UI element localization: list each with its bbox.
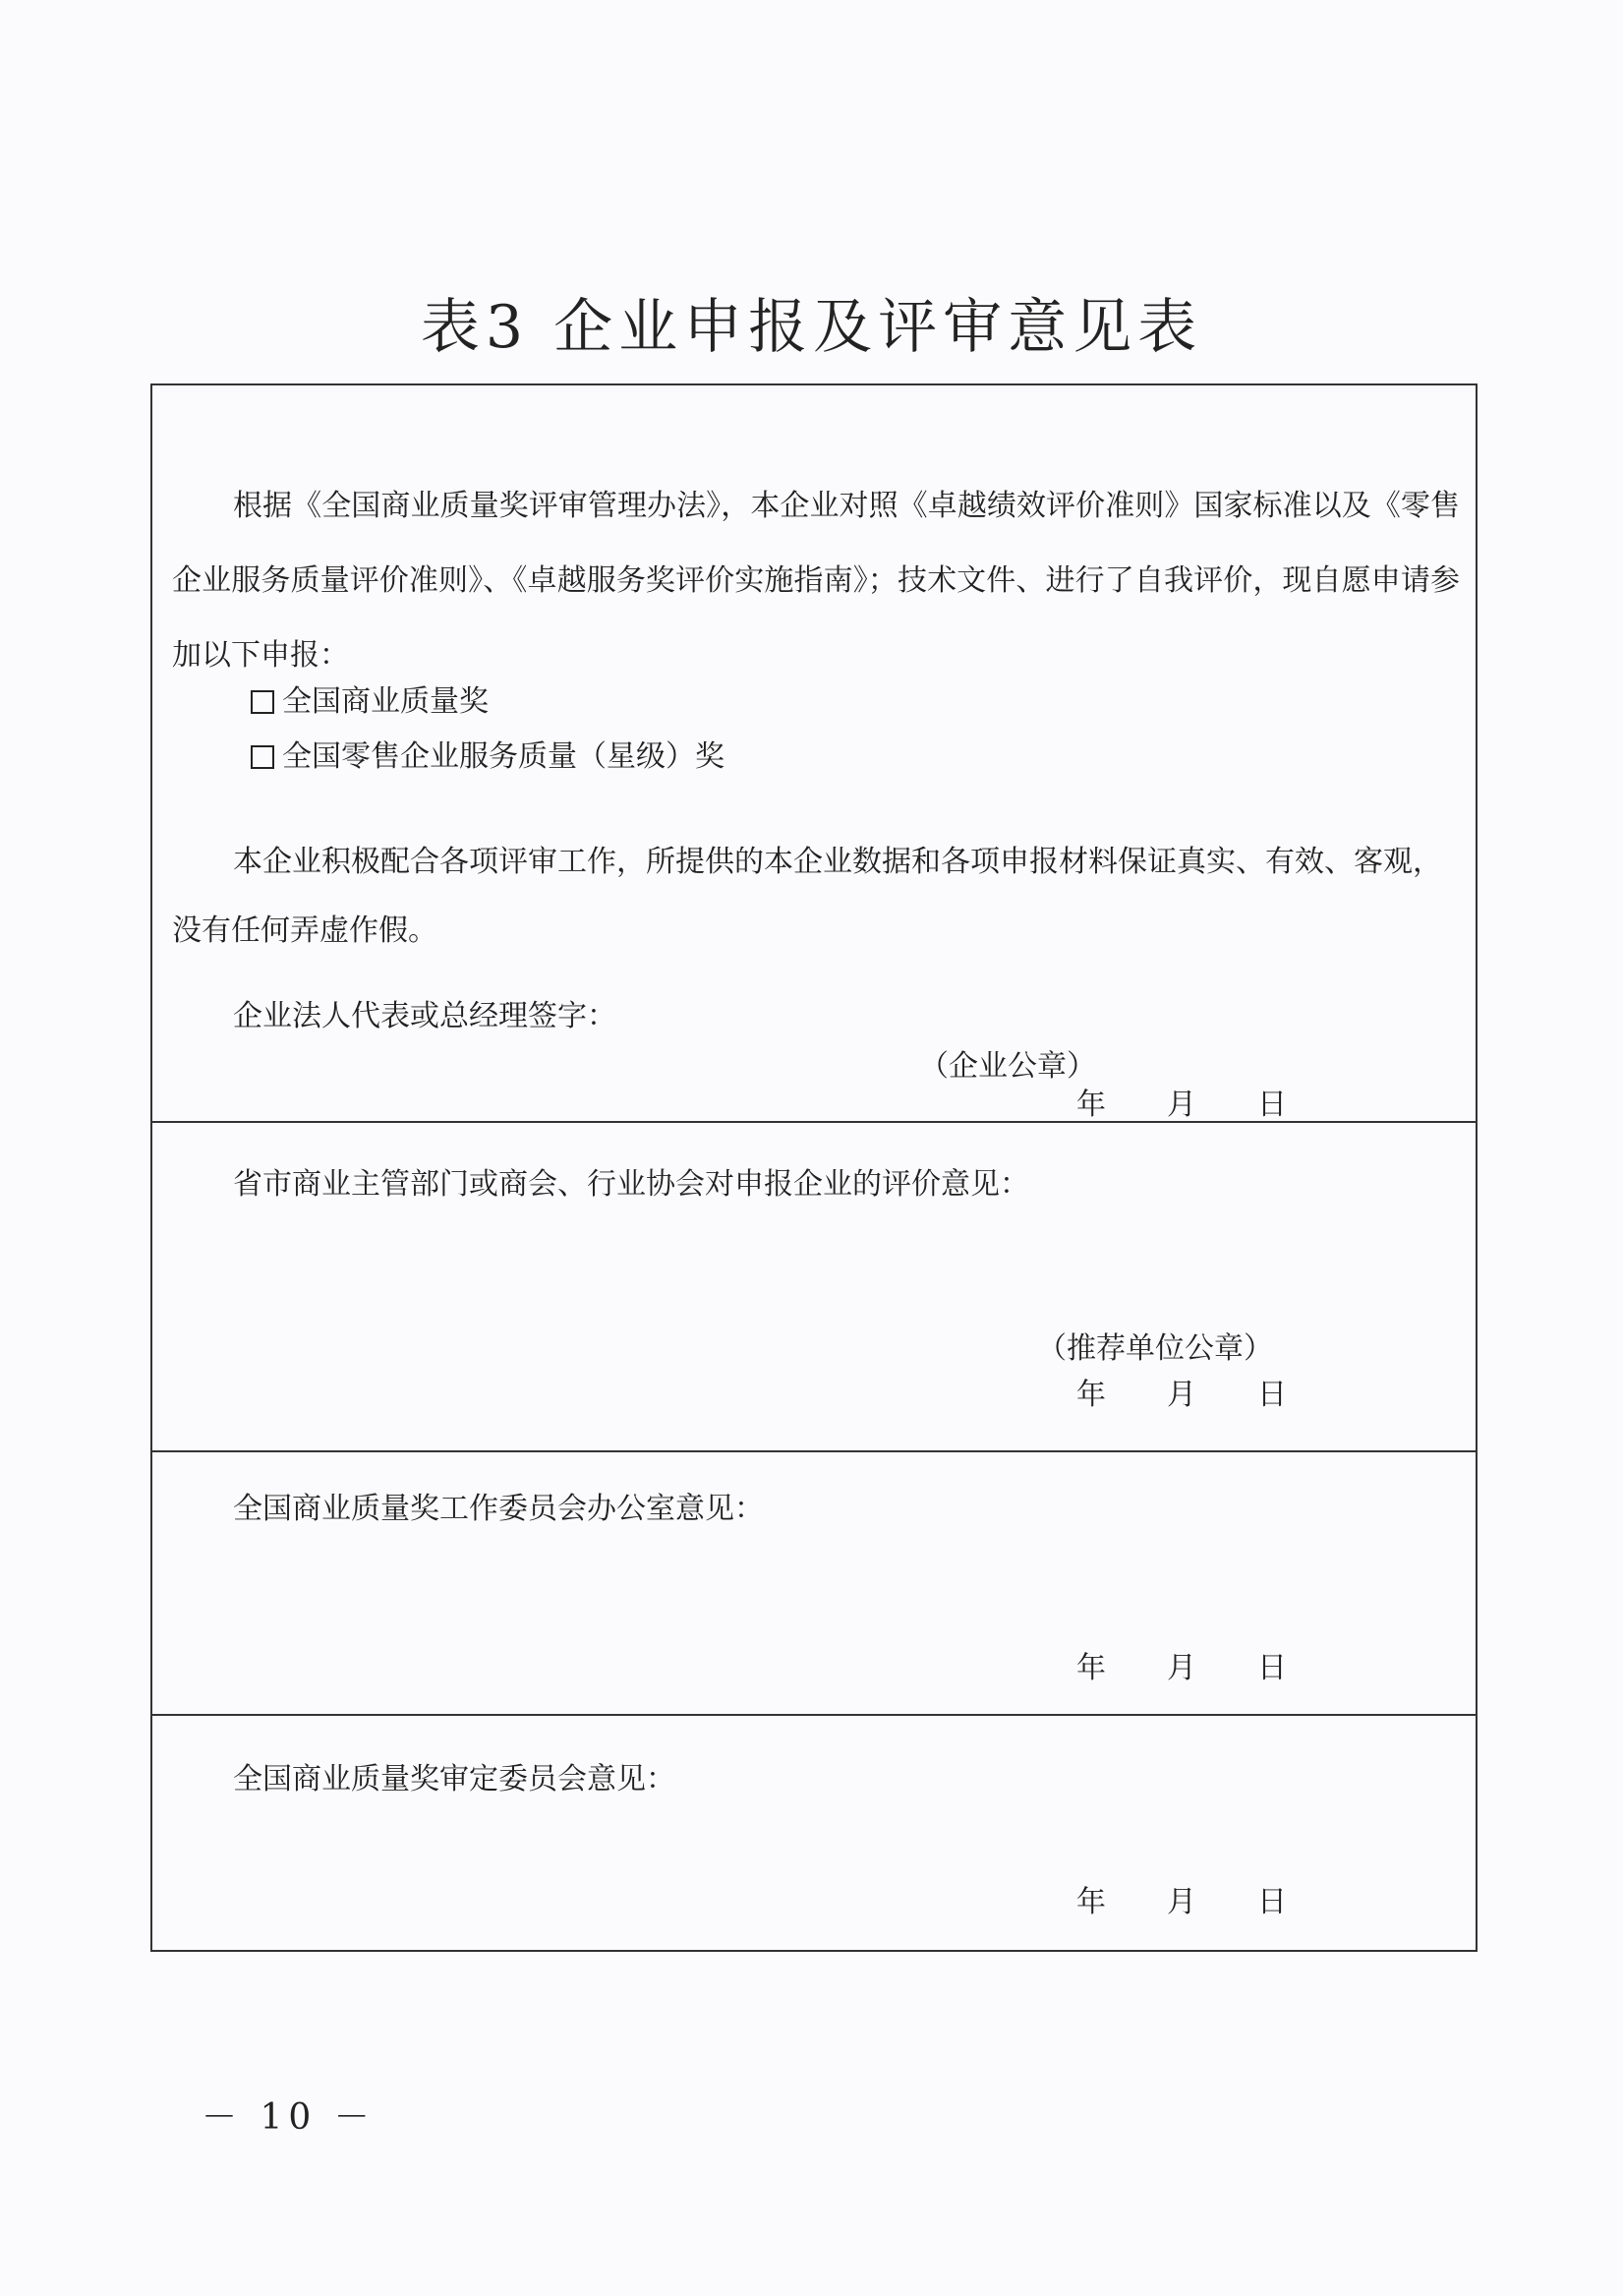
date-line — [1076, 1649, 1348, 1688]
committee-office-section — [152, 1452, 1476, 1716]
application-intro-text: 根据《全国商业质量奖评审管理办法》，本企业对照《卓越绩效评价准则》国家标准以及《零售企业服务质量评价准则》、《卓越服务奖评价实施指南》；技术文件、进行了自我评价，现自愿申请参加以下申报： — [172, 489, 1460, 673]
date-line — [1076, 1376, 1348, 1415]
recommendation-label: 省市商业主管部门或商会、行业协会对申报企业的评价意见： — [233, 1167, 1029, 1202]
date-month: 月 — [1167, 1378, 1196, 1412]
date-day: 日 — [1257, 1378, 1287, 1412]
option-retail-service-star-award[interactable] — [251, 737, 725, 777]
date-line — [1076, 1086, 1348, 1125]
committee-office-label: 全国商业质量奖工作委员会办公室意见： — [233, 1492, 764, 1526]
page-title: 表3 企业申报及评审意见表 — [420, 293, 1203, 362]
option-label: 全国商业质量奖 — [282, 684, 489, 719]
date-day: 日 — [1257, 1651, 1287, 1685]
option-label: 全国零售企业服务质量（星级）奖 — [282, 739, 725, 774]
date-line — [1076, 1883, 1348, 1922]
enterprise-stamp-label: （企业公章） — [919, 1049, 1096, 1084]
date-year: 年 — [1076, 1378, 1106, 1412]
application-review-form — [150, 383, 1478, 1952]
date-day: 日 — [1257, 1088, 1287, 1122]
date-year: 年 — [1076, 1651, 1106, 1685]
recommender-stamp-label: （推荐单位公章） — [1037, 1331, 1273, 1366]
page-number: － 10 － — [202, 2097, 376, 2138]
date-month: 月 — [1167, 1651, 1196, 1685]
option-national-quality-award[interactable] — [251, 682, 489, 722]
date-year: 年 — [1076, 1885, 1106, 1919]
approval-committee-section — [152, 1716, 1476, 1954]
checkbox[interactable] — [251, 690, 274, 714]
commitment-text: 本企业积极配合各项评审工作，所提供的本企业数据和各项申报材料保证真实、有效、客观，没有任何弄虚作假。 — [172, 845, 1442, 948]
date-day: 日 — [1257, 1885, 1287, 1919]
enterprise-application-section — [152, 385, 1476, 1123]
date-month: 月 — [1167, 1885, 1196, 1919]
date-year: 年 — [1076, 1088, 1106, 1122]
recommendation-section — [152, 1123, 1476, 1452]
approval-committee-label: 全国商业质量奖审定委员会意见： — [233, 1762, 675, 1796]
signature-label: 企业法人代表或总经理签字： — [233, 999, 616, 1033]
checkbox[interactable] — [251, 745, 274, 769]
date-month: 月 — [1167, 1088, 1196, 1122]
